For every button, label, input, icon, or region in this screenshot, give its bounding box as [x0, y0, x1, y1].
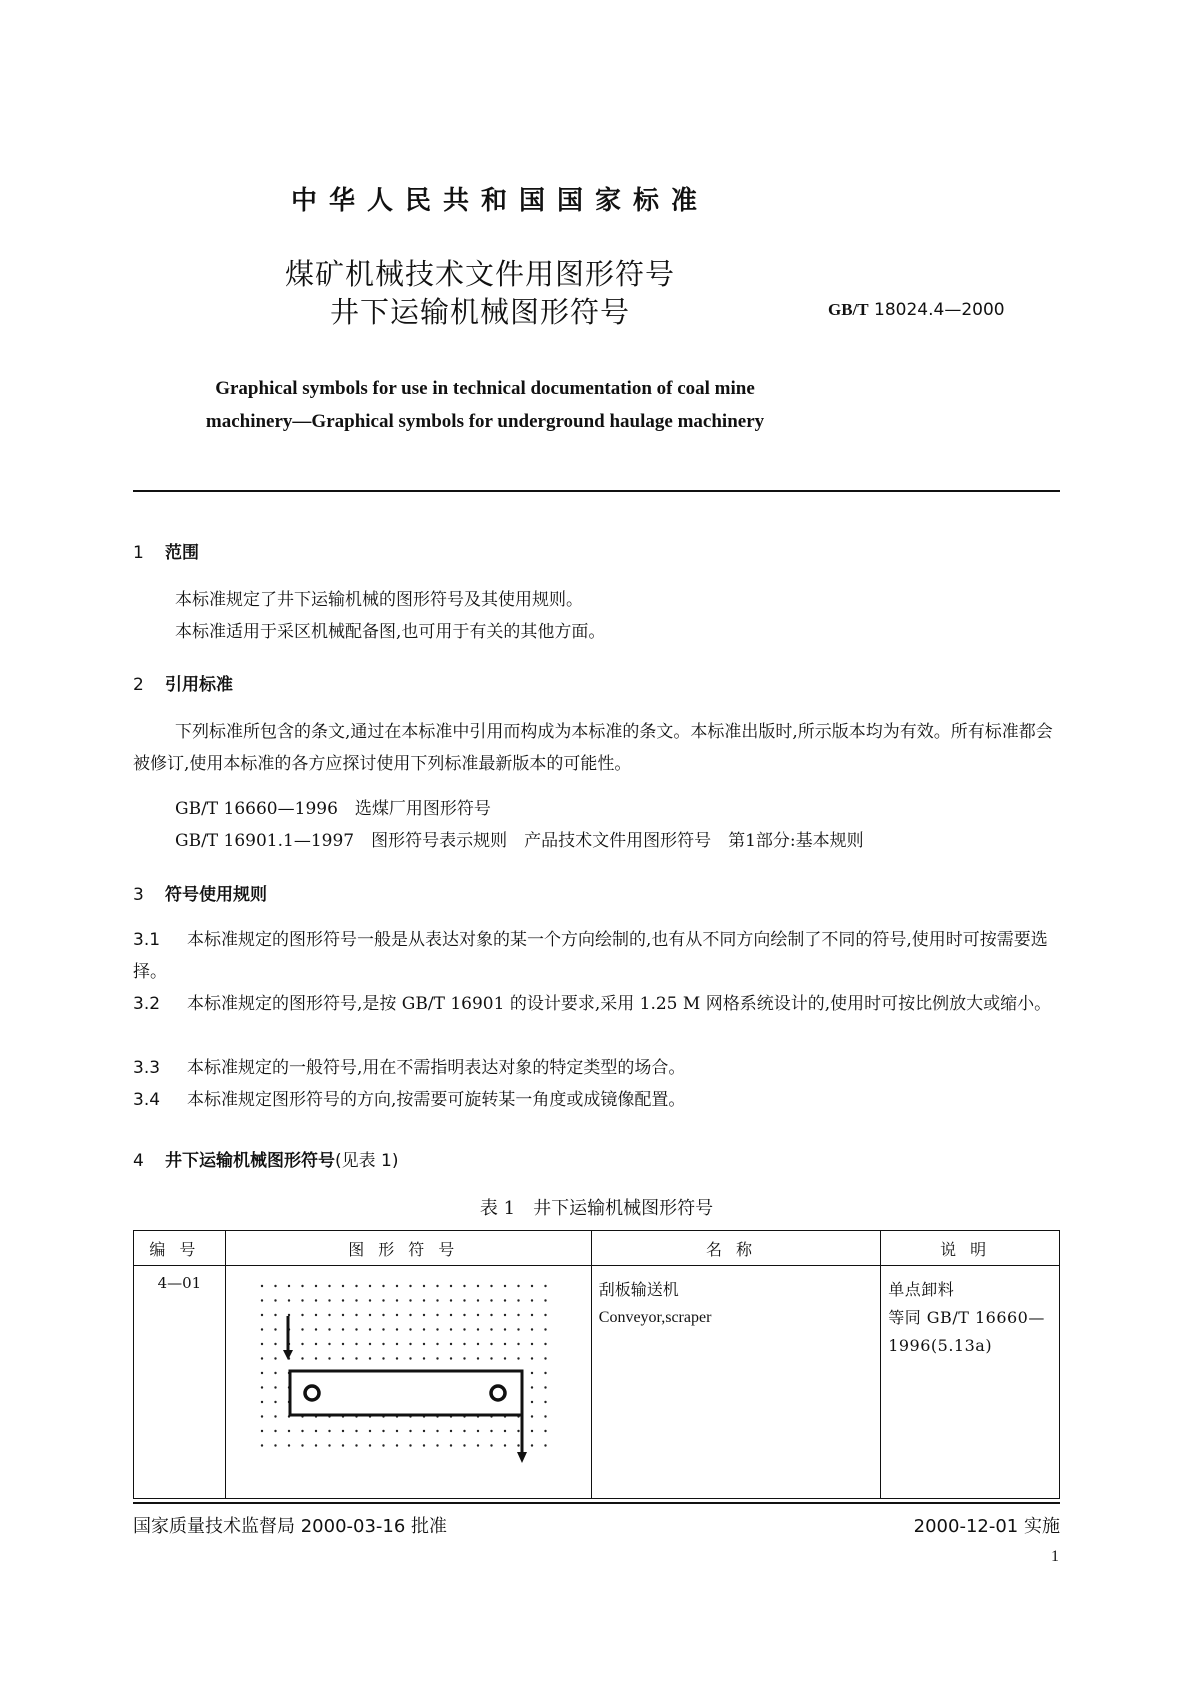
discharge-arrow-head: [517, 1452, 527, 1463]
grid-dot: [504, 1285, 506, 1287]
grid-dot: [301, 1299, 303, 1301]
row-description: [881, 1266, 1060, 1499]
section-title: 符号使用规则: [165, 885, 267, 905]
grid-dot: [396, 1314, 398, 1316]
table-caption: 表 1 井下运输机械图形符号: [479, 1198, 714, 1219]
clause-number: 3.4: [133, 1090, 161, 1110]
grid-dot: [315, 1328, 317, 1330]
grid-dot: [463, 1444, 465, 1446]
page-number: 1: [1051, 1548, 1059, 1565]
grid-dot: [396, 1357, 398, 1359]
reference-1: GB/T 16660—1996 选煤厂用图形符号: [175, 799, 491, 819]
clause-text: 本标准规定的图形符号一般是从表达对象的某一个方向绘制的,也有从不同方向绘制了不同的符号,使用时可按需要选择。: [133, 930, 1048, 982]
grid-dot: [450, 1357, 452, 1359]
grid-dot: [423, 1314, 425, 1316]
grid-dot: [301, 1285, 303, 1287]
grid-dot: [544, 1430, 546, 1432]
grid-dot: [328, 1444, 330, 1446]
grid-dot: [342, 1444, 344, 1446]
grid-dot: [463, 1285, 465, 1287]
header-symbol: 图形符号: [225, 1231, 591, 1266]
row-symbol: [225, 1266, 591, 1499]
grid-dot: [490, 1299, 492, 1301]
title-zh-line2: 井下运输机械图形符号: [329, 295, 630, 329]
grid-dot: [369, 1314, 371, 1316]
grid-dot: [544, 1401, 546, 1403]
grid-dot: [274, 1386, 276, 1388]
clause-text: 本标准规定的图形符号,是按 GB/T 16901 的设计要求,采用 1.25 M 网格系统设计的,使用时可按比例放大或缩小。: [187, 994, 1052, 1014]
grid-dot: [504, 1299, 506, 1301]
grid-dot: [463, 1430, 465, 1432]
grid-dot: [423, 1430, 425, 1432]
grid-dot: [261, 1415, 263, 1417]
section-title: 范围: [165, 543, 199, 563]
grid-dot: [409, 1343, 411, 1345]
grid-dot: [396, 1444, 398, 1446]
grid-dot: [409, 1430, 411, 1432]
section-number: 3: [133, 885, 144, 905]
grid-dot: [382, 1430, 384, 1432]
grid-dot: [328, 1430, 330, 1432]
section-number: 4: [133, 1151, 144, 1171]
grid-dot: [490, 1328, 492, 1330]
grid-dot: [423, 1444, 425, 1446]
grid-dot: [409, 1444, 411, 1446]
grid-dot: [328, 1357, 330, 1359]
grid-dot: [369, 1343, 371, 1345]
grid-dot: [531, 1415, 533, 1417]
input-arrow-head: [283, 1350, 293, 1360]
grid-dot: [517, 1314, 519, 1316]
grid-dot: [382, 1444, 384, 1446]
grid-dot: [328, 1299, 330, 1301]
grid-dot: [288, 1285, 290, 1287]
grid-dot: [328, 1285, 330, 1287]
grid-dot: [450, 1444, 452, 1446]
grid-dot: [477, 1299, 479, 1301]
grid-dot: [342, 1314, 344, 1316]
conveyor-body: [290, 1371, 522, 1415]
grid-dot: [477, 1285, 479, 1287]
grid-dot: [531, 1386, 533, 1388]
grid-dot: [274, 1285, 276, 1287]
grid-dot: [315, 1314, 317, 1316]
grid-dot: [436, 1299, 438, 1301]
grid-dot: [342, 1343, 344, 1345]
clause-number: 3.2: [133, 994, 161, 1014]
grid-dot: [261, 1386, 263, 1388]
grid-dot: [477, 1343, 479, 1345]
clause-3-1: [133, 924, 1060, 988]
grid-dot: [261, 1299, 263, 1301]
standard-code: [828, 300, 1005, 320]
grid-dot: [504, 1444, 506, 1446]
grid-dot: [450, 1343, 452, 1345]
grid-dot: [531, 1401, 533, 1403]
grid-dot: [544, 1372, 546, 1374]
grid-dot: [463, 1343, 465, 1345]
grid-dot: [544, 1386, 546, 1388]
section-title-suffix: (见表 1): [335, 1151, 399, 1171]
reference-2: GB/T 16901.1—1997 图形符号表示规则 产品技术文件用图形符号 第1部分:基本规则: [175, 831, 864, 851]
grid-dot: [477, 1430, 479, 1432]
grid-dot: [531, 1357, 533, 1359]
grid-dot: [369, 1444, 371, 1446]
grid-dot: [544, 1357, 546, 1359]
grid-dot: [274, 1299, 276, 1301]
grid-dot: [355, 1357, 357, 1359]
grid-dot: [342, 1299, 344, 1301]
grid-dot: [531, 1314, 533, 1316]
grid-dot: [342, 1357, 344, 1359]
grid-dot: [463, 1314, 465, 1316]
grid-dot: [274, 1343, 276, 1345]
grid-dot: [436, 1314, 438, 1316]
grid-dot: [409, 1299, 411, 1301]
grid-dot: [261, 1328, 263, 1330]
grid-dot: [342, 1328, 344, 1330]
grid-dot: [517, 1285, 519, 1287]
grid-dot: [355, 1328, 357, 1330]
grid-dot: [355, 1299, 357, 1301]
grid-dots: [261, 1285, 547, 1447]
grid-dot: [315, 1430, 317, 1432]
grid-dot: [301, 1357, 303, 1359]
grid-dot: [288, 1430, 290, 1432]
grid-dot: [355, 1343, 357, 1345]
grid-dot: [477, 1314, 479, 1316]
grid-dot: [274, 1372, 276, 1374]
clause-3-2: [133, 988, 1060, 1020]
grid-dot: [450, 1285, 452, 1287]
grid-dot: [504, 1430, 506, 1432]
title-en: [120, 372, 850, 438]
grid-dot: [274, 1444, 276, 1446]
grid-dot: [342, 1285, 344, 1287]
table-header-row: [134, 1231, 1060, 1266]
grid-dot: [531, 1343, 533, 1345]
name-zh: 刮板输送机: [598, 1280, 679, 1299]
grid-dot: [315, 1444, 317, 1446]
grid-dot: [261, 1430, 263, 1432]
grid-dot: [490, 1314, 492, 1316]
grid-dot: [274, 1401, 276, 1403]
grid-dot: [315, 1299, 317, 1301]
grid-dot: [396, 1299, 398, 1301]
section-1-para-1: 本标准规定了井下运输机械的图形符号及其使用规则。: [175, 590, 583, 610]
grid-dot: [490, 1444, 492, 1446]
grid-dot: [382, 1357, 384, 1359]
grid-dot: [436, 1357, 438, 1359]
clause-3-4: [133, 1084, 1060, 1116]
grid-dot: [261, 1357, 263, 1359]
grid-dot: [409, 1328, 411, 1330]
grid-dot: [369, 1328, 371, 1330]
grid-dot: [288, 1314, 290, 1316]
grid-dot: [328, 1314, 330, 1316]
section-1-para-2: 本标准适用于采区机械配备图,也可用于有关的其他方面。: [175, 622, 606, 642]
grid-dot: [369, 1430, 371, 1432]
grid-dot: [301, 1314, 303, 1316]
header-name: 名称: [591, 1231, 880, 1266]
grid-dot: [531, 1299, 533, 1301]
grid-dot: [409, 1357, 411, 1359]
grid-dot: [544, 1328, 546, 1330]
grid-dot: [490, 1357, 492, 1359]
grid-dot: [328, 1328, 330, 1330]
title-en-line1: Graphical symbols for use in technical documentation of coal mine: [215, 378, 755, 399]
standard-name: 中华人民共和国国家标准: [290, 186, 709, 216]
grid-dot: [450, 1314, 452, 1316]
grid-dot: [274, 1357, 276, 1359]
grid-dot: [544, 1444, 546, 1446]
footer-rule: [133, 1502, 1060, 1504]
code-prefix: GB/T: [828, 300, 869, 319]
grid-dot: [396, 1328, 398, 1330]
grid-dot: [382, 1314, 384, 1316]
grid-dot: [531, 1285, 533, 1287]
grid-dot: [396, 1285, 398, 1287]
conveyor-scraper-symbol: [226, 1266, 590, 1488]
grid-dot: [544, 1343, 546, 1345]
grid-dot: [531, 1372, 533, 1374]
grid-dot: [517, 1299, 519, 1301]
grid-dot: [504, 1357, 506, 1359]
section-2-para-1: 下列标准所包含的条文,通过在本标准中引用而构成为本标准的条文。本标准出版时,所示版本均为有效。所有标准都会被修订,使用本标准的各方应探讨使用下列标准最新版本的可能性。: [133, 722, 1053, 774]
grid-dot: [517, 1357, 519, 1359]
row-id: 4—01: [134, 1266, 226, 1499]
approval-line: 国家质量技术监督局 2000-03-16 批准: [133, 1516, 448, 1537]
grid-dot: [274, 1314, 276, 1316]
grid-dot: [409, 1285, 411, 1287]
grid-dot: [531, 1444, 533, 1446]
section-3-heading: [133, 880, 267, 905]
grid-dot: [477, 1328, 479, 1330]
grid-dot: [288, 1444, 290, 1446]
grid-dot: [274, 1430, 276, 1432]
grid-dot: [261, 1372, 263, 1374]
grid-dot: [369, 1285, 371, 1287]
grid-dot: [477, 1357, 479, 1359]
grid-dot: [463, 1357, 465, 1359]
section-title: 井下运输机械图形符号: [165, 1151, 335, 1171]
grid-dot: [315, 1357, 317, 1359]
desc-line-2: 等同 GB/T 16660—: [888, 1308, 1045, 1327]
section-1-heading: [133, 538, 199, 563]
clause-3-3: [133, 1052, 1060, 1084]
header-description: 说明: [881, 1231, 1060, 1266]
section-2-heading: [133, 670, 233, 695]
title-en-line2: machinery—Graphical symbols for underground haulage machinery: [205, 411, 765, 432]
grid-dot: [355, 1430, 357, 1432]
grid-dot: [328, 1343, 330, 1345]
grid-dot: [315, 1285, 317, 1287]
grid-dot: [369, 1299, 371, 1301]
grid-dot: [355, 1314, 357, 1316]
grid-dot: [450, 1328, 452, 1330]
grid-dot: [301, 1444, 303, 1446]
grid-dot: [423, 1285, 425, 1287]
grid-dot: [436, 1328, 438, 1330]
grid-dot: [274, 1415, 276, 1417]
grid-dot: [531, 1430, 533, 1432]
grid-dot: [436, 1444, 438, 1446]
header-rule: [133, 490, 1060, 492]
grid-dot: [396, 1430, 398, 1432]
grid-dot: [504, 1343, 506, 1345]
grid-dot: [436, 1430, 438, 1432]
desc-line-1: 单点卸料: [888, 1280, 955, 1299]
clause-number: 3.3: [133, 1058, 161, 1078]
clause-text: 本标准规定的一般符号,用在不需指明表达对象的特定类型的场合。: [187, 1058, 686, 1078]
grid-dot: [396, 1343, 398, 1345]
grid-dot: [463, 1328, 465, 1330]
grid-dot: [261, 1285, 263, 1287]
grid-dot: [423, 1328, 425, 1330]
title-zh-line1: 煤矿机械技术文件用图形符号: [284, 257, 675, 291]
grid-dot: [355, 1444, 357, 1446]
grid-dot: [544, 1314, 546, 1316]
grid-dot: [436, 1343, 438, 1345]
grid-dot: [531, 1328, 533, 1330]
clause-number: 3.1: [133, 930, 161, 950]
section-number: 2: [133, 675, 144, 695]
header-id: 编号: [134, 1231, 226, 1266]
grid-dot: [423, 1343, 425, 1345]
grid-dot: [517, 1343, 519, 1345]
grid-dot: [544, 1285, 546, 1287]
grid-dot: [382, 1328, 384, 1330]
grid-dot: [342, 1430, 344, 1432]
grid-dot: [261, 1401, 263, 1403]
desc-line-3: 1996(5.13a): [888, 1336, 993, 1355]
grid-dot: [382, 1285, 384, 1287]
grid-dot: [490, 1285, 492, 1287]
grid-dot: [301, 1430, 303, 1432]
grid-dot: [517, 1328, 519, 1330]
code-number: 18024.4—2000: [874, 300, 1005, 320]
name-en: Conveyor,scraper: [598, 1309, 712, 1326]
grid-dot: [423, 1357, 425, 1359]
grid-dot: [490, 1343, 492, 1345]
grid-dot: [423, 1299, 425, 1301]
grid-dot: [409, 1314, 411, 1316]
grid-dot: [261, 1444, 263, 1446]
grid-dot: [382, 1299, 384, 1301]
grid-dot: [450, 1430, 452, 1432]
grid-dot: [450, 1299, 452, 1301]
grid-dot: [544, 1415, 546, 1417]
grid-dot: [288, 1299, 290, 1301]
grid-dot: [477, 1444, 479, 1446]
grid-dot: [301, 1328, 303, 1330]
grid-dot: [504, 1328, 506, 1330]
grid-dot: [436, 1285, 438, 1287]
row-name: [591, 1266, 880, 1499]
effective-date: 2000-12-01 实施: [913, 1516, 1060, 1537]
grid-dot: [490, 1430, 492, 1432]
grid-dot: [544, 1299, 546, 1301]
grid-dot: [517, 1430, 519, 1432]
section-title: 引用标准: [165, 675, 233, 695]
grid-dot: [355, 1285, 357, 1287]
grid-dot: [261, 1314, 263, 1316]
grid-dot: [274, 1328, 276, 1330]
grid-dot: [301, 1343, 303, 1345]
grid-dot: [315, 1343, 317, 1345]
grid-dot: [463, 1299, 465, 1301]
table-row: [134, 1266, 1060, 1499]
grid-dot: [261, 1343, 263, 1345]
grid-dot: [369, 1357, 371, 1359]
grid-dot: [504, 1314, 506, 1316]
clause-text: 本标准规定图形符号的方向,按需要可旋转某一角度或成镜像配置。: [187, 1090, 686, 1110]
grid-dot: [517, 1444, 519, 1446]
grid-dot: [382, 1343, 384, 1345]
section-4-heading: [133, 1146, 398, 1171]
section-number: 1: [133, 543, 144, 563]
symbol-table: [133, 1230, 1060, 1499]
